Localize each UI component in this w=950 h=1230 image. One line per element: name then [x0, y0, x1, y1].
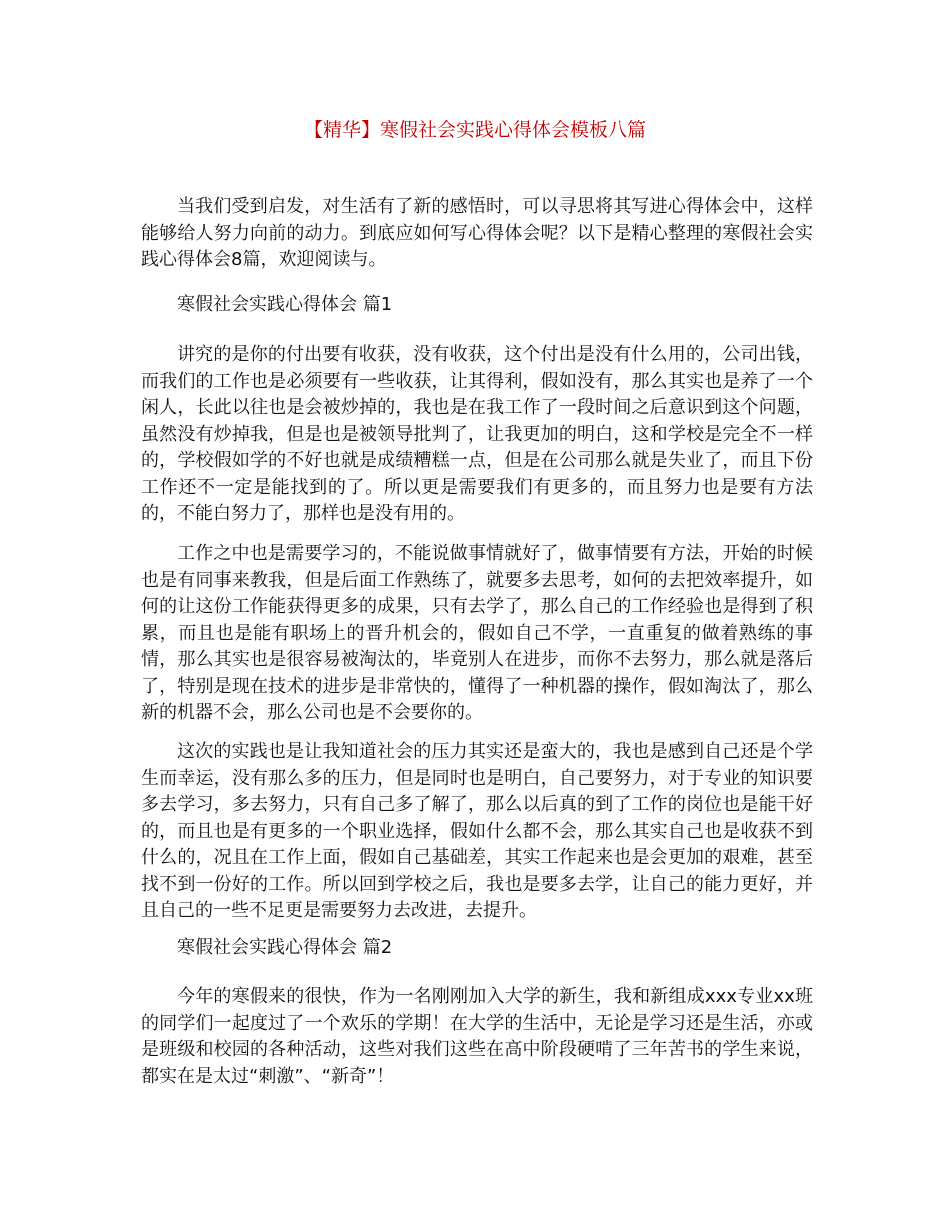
document-title: 【精华】寒假社会实践心得体会模板八篇 — [303, 119, 646, 141]
section-heading-2: 寒假社会实践心得体会 篇2 — [177, 937, 393, 958]
section-heading-1: 寒假社会实践心得体会 篇1 — [177, 294, 393, 315]
section-1-paragraph-1: 讲究的是你的付出要有收获，没有收获，这个付出是没有什么用的，公司出钱，而我们的工作也是必须要有一些收获，让其得利，假如没有，那么其实也是养了一个闲人，长此以往也是会被炒掉的，我也是在我工作了一段时间之后意识到这个问题，虽然没有炒掉我，但是也是被领导批判了，让我更加的明白，这和学校是完全不一样的，学校假如学的不好也就是成绩糟糕一点，但是在公司那么就是失业了，而且下份工作还不一定是能找到的了。所以更是需要我们有更多的，而且努力也是要有方法的，不能白努力了，那样也是没有用的。 — [141, 344, 813, 524]
section-1-paragraph-2: 工作之中也是需要学习的，不能说做事情就好了，做事情要有方法，开始的时候也是有同事来教我，但是后面工作熟练了，就要多去思考，如何的去把效率提升，如何的让这份工作能获得更多的成果，只有去学了，那么自己的工作经验也是得到了积累，而且也是能有职场上的晋升机会的，假如自己不学，一直重复的做着熟练的事情，那么其实也是很容易被淘汰的，毕竟别人在进步，而你不去努力，那么就是落后了，特别是现在技术的进步是非常快的，懂得了一种机器的操作，假如淘汰了，那么新的机器不会，那么公司也是不会要你的。 — [141, 543, 813, 723]
intro-paragraph: 当我们受到启发，对生活有了新的感悟时，可以寻思将其写进心得体会中，这样能够给人努力向前的动力。到底应如何写心得体会呢？以下是精心整理的寒假社会实践心得体会8篇，欢迎阅读与。 — [141, 196, 813, 270]
section-2-paragraph-1: 今年的寒假来的很快，作为一名刚刚加入大学的新生，我和新组成xxx专业xx班的同学们一起度过了一个欢乐的学期！在大学的生活中，无论是学习还是生活，亦或是班级和校园的各种活动，这些对我们这些在高中阶段硬啃了三年苦书的学生来说，都实在是太过“刺激”、“新奇”！ — [141, 986, 813, 1087]
section-1-paragraph-3: 这次的实践也是让我知道社会的压力其实还是蛮大的，我也是感到自己还是个学生而幸运，没有那么多的压力，但是同时也是明白，自己要努力，对于专业的知识要多去学习，多去努力，只有自己多了解了，那么以后真的到了工作的岗位也是能干好的，而且也是有更多的一个职业选择，假如什么都不会，那么其实自己也是收获不到什么的，况且在工作上面，假如自己基础差，其实工作起来也是会更加的艰难，甚至找不到一份好的工作。所以回到学校之后，我也是要多去学，让自己的能力更好，并且自己的一些不足更是需要努力去改进，去提升。 — [141, 741, 813, 921]
